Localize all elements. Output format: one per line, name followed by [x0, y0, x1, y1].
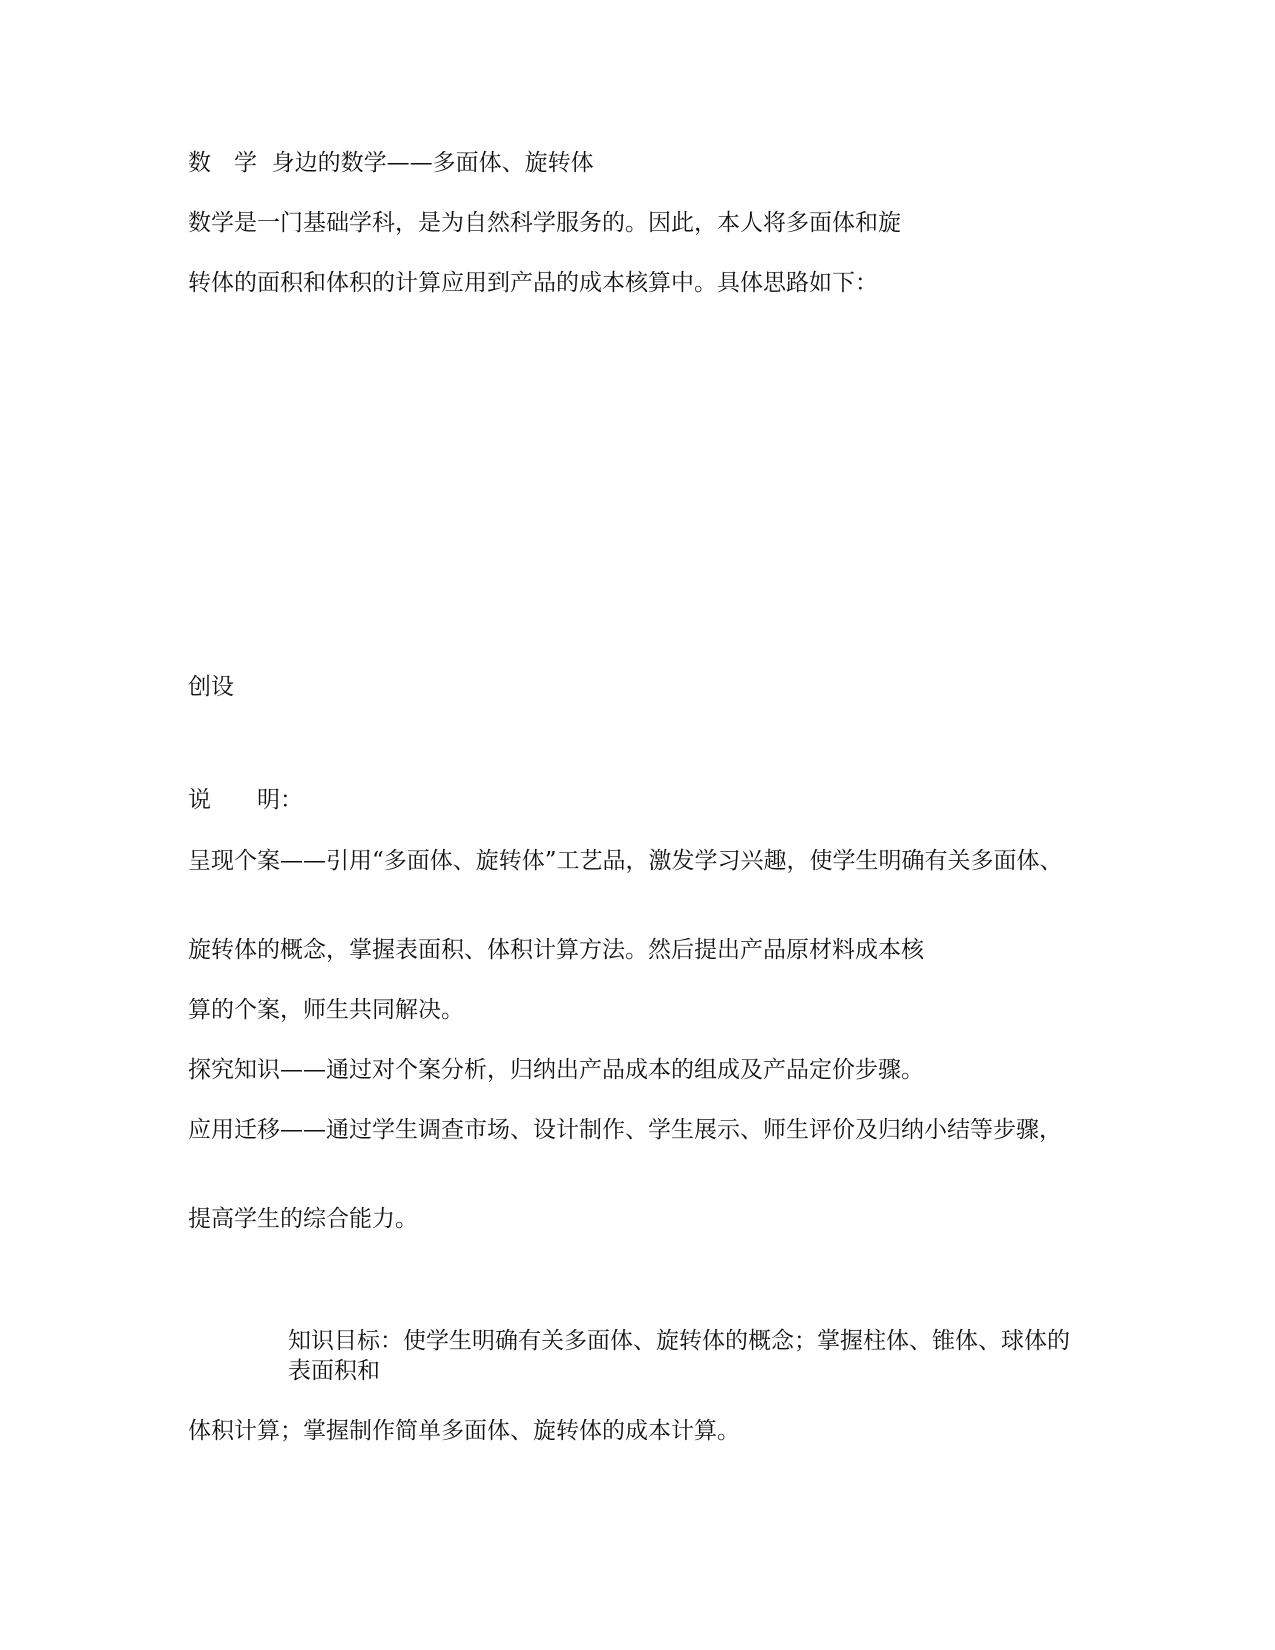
explanation-paragraph-2: 旋转体的概念，掌握表面积、体积计算方法。然后提出产品原材料成本核: [188, 937, 924, 963]
explanation-paragraph-4: 探究知识——通过对个案分析，归纳出产品成本的组成及产品定价步骤。: [188, 1057, 924, 1083]
intro-line-2: 转体的面积和体积的计算应用到产品的成本核算中。具体思路如下：: [188, 270, 878, 296]
explanation-paragraph-5: 应用迁移——通过学生调查市场、设计制作、学生展示、师生评价及归纳小结等步骤，: [188, 1117, 1062, 1143]
objectives-paragraph-2: 体积计算；掌握制作简单多面体、旋转体的成本计算。: [188, 1418, 740, 1444]
explanation-paragraph-3: 算的个案，师生共同解决。: [188, 997, 464, 1023]
explanation-paragraph-6: 提高学生的综合能力。: [188, 1206, 418, 1232]
intro-line-1: 数学是一门基础学科，是为自然科学服务的。因此，本人将多面体和旋: [188, 210, 901, 236]
section-label: 创设: [188, 674, 234, 700]
objectives-paragraph-1: 知识目标：使学生明确有关多面体、旋转体的概念；掌握柱体、锥体、球体的表面积和: [288, 1328, 1070, 1384]
title-line: 数 学 身边的数学——多面体、旋转体: [188, 150, 594, 176]
explanation-label: 说 明：: [188, 787, 303, 813]
explanation-paragraph-1: 呈现个案——引用“多面体、旋转体”工艺品，激发学习兴趣，使学生明确有关多面体、: [188, 848, 1063, 874]
